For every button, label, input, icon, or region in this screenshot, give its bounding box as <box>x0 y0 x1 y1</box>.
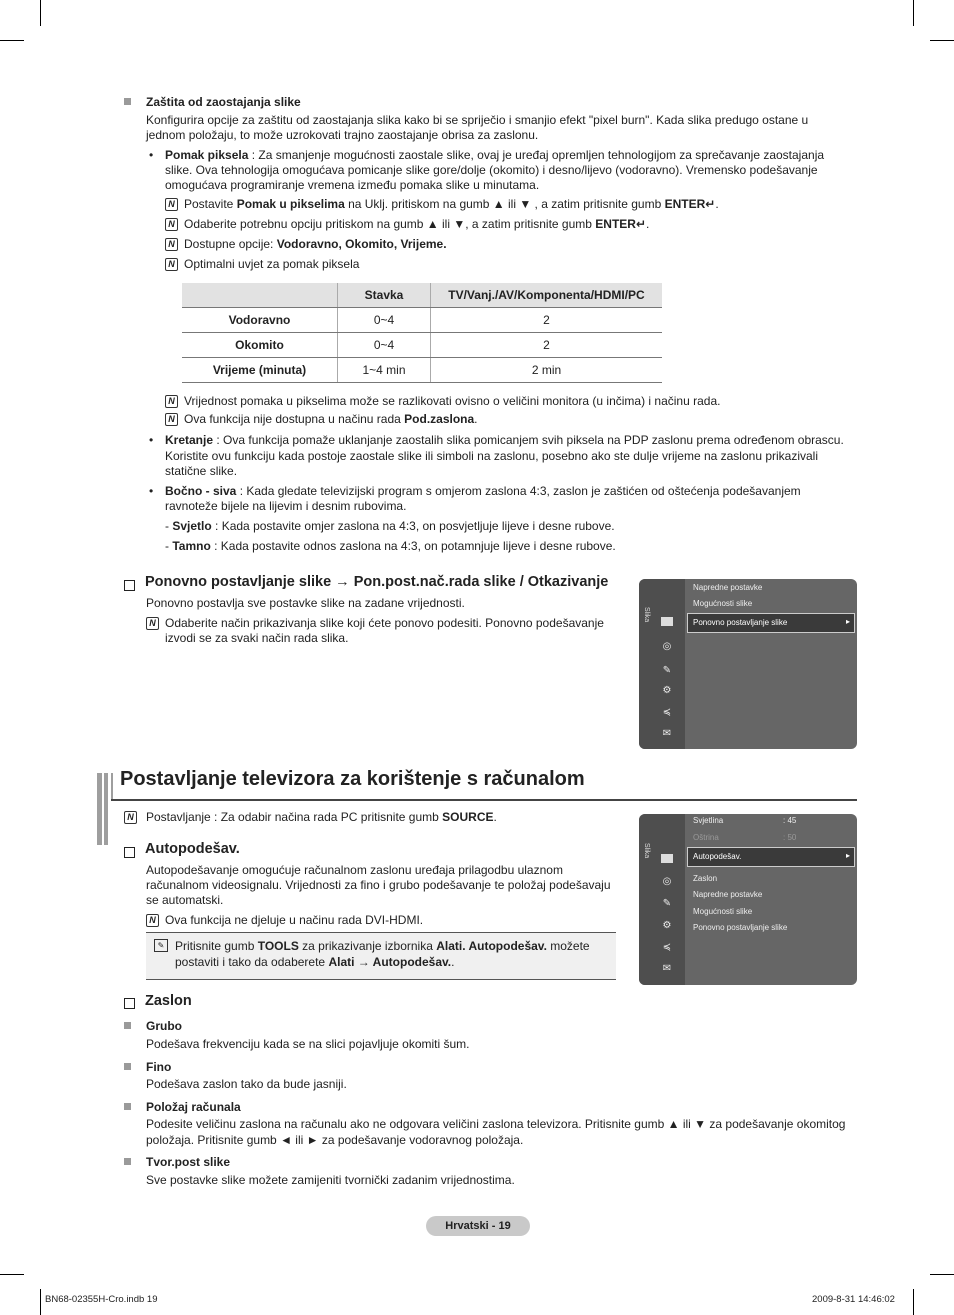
osd-item-value: : 45 <box>783 816 797 825</box>
crop-mark <box>40 1289 41 1315</box>
channel-icon: ✎ <box>662 665 672 676</box>
zaslon-item-heading: Položaj računala <box>146 1100 241 1114</box>
bocno-para: Bočno - siva : Kada gledate televizijski program s omjerom zaslona 4:3, zaslon je zaštićen od oštećenja podešavanjem <box>165 484 801 498</box>
enter-icon: ↵ <box>705 197 716 211</box>
zaslon-item-text: Sve postavke slike možete zamijeniti tvornički zadanim vrijednostima. <box>146 1173 515 1187</box>
section-title: Postavljanje televizora za korištenje s računalom <box>120 768 585 790</box>
tools-tip-text: Pritisnite gumb TOOLS za prikazivanje izbornika Alati. Autopodešav. možete <box>175 939 590 953</box>
kretanje-para: statične slike. <box>165 464 238 478</box>
note-icon: N <box>165 238 178 251</box>
pomak-note: Vrijednost pomaka u pikselima može se razlikovati ovisno o veličini monitora (u inčima) i načinu rada. <box>184 394 721 408</box>
bullet-square-icon <box>124 1158 131 1165</box>
pomak-para: omogućava programiranje vremena između pomaka slike u minutama. <box>165 178 540 192</box>
bullet-square-icon <box>124 1103 131 1110</box>
auto-note: Ova funkcija ne djeluje u načinu rada DVI-HDMI. <box>165 913 424 927</box>
note-icon: N <box>165 395 178 408</box>
zaslon-item-heading: Grubo <box>146 1019 182 1033</box>
osd-item[interactable]: Ponovno postavljanje slike <box>693 923 788 932</box>
sound-icon: ◎ <box>662 641 672 652</box>
pomak-note: Dostupne opcije: Vodoravno, Okomito, Vrijeme. <box>184 237 447 251</box>
note-icon: N <box>165 258 178 271</box>
section-rule <box>111 799 857 801</box>
zaslon-item-heading: Tvor.post slike <box>146 1155 231 1169</box>
reset-note: Odaberite način prikazivanja slike koji ćete ponovo podesiti. Ponovno podešavanje <box>165 616 604 630</box>
table-header: Stavka <box>338 283 431 308</box>
heading-square-icon <box>124 847 135 858</box>
auto-text: računalnom videosignalu. Vrijednosti za fino i grubo podešavanje te položaj podešavaju <box>146 878 611 892</box>
table-cell: 0~4 <box>338 333 431 358</box>
input-icon: ≼ <box>662 707 672 718</box>
bocno-sub: - Tamno : Kada postavite odnos zaslona na 4:3, on potamnjuje lijeve i desne rubove. <box>165 539 616 553</box>
bullet-dot: • <box>149 484 154 498</box>
osd-item[interactable]: Napredne postavke <box>693 583 763 592</box>
picture-icon <box>661 617 673 626</box>
support-icon: ✉ <box>662 963 672 974</box>
footer-date: 2009-8-31 14:46:02 <box>812 1294 895 1305</box>
input-icon: ≼ <box>662 942 672 953</box>
kretanje-para: Koristite ovu funkciju kada postoje zaostale slike ili simboli na zaslonu, posebno ako ste dulje vrijeme na zaslonu prikazivali <box>165 449 819 463</box>
kretanje-para: Kretanje : Ova funkcija pomaže uklanjanje zaostalih slika pomicanjem svih piksela na PDP zaslonu prema određenom obrascu. <box>165 433 844 447</box>
pixel-shift-table <box>182 283 662 383</box>
note-icon: N <box>146 617 159 630</box>
zaslon-item-heading: Fino <box>146 1060 172 1074</box>
table-cell: 2 <box>431 308 663 333</box>
auto-title: Autopodešav. <box>145 841 240 857</box>
osd-item[interactable]: Mogućnosti slike <box>693 907 753 916</box>
osd-side-label: Slika <box>643 607 650 623</box>
tools-icon: ✎ <box>154 939 168 952</box>
note-icon: N <box>165 413 178 426</box>
zaslon-item-text: Podešava zaslon tako da bude jasniji. <box>146 1077 347 1091</box>
crop-mark <box>913 0 914 26</box>
crop-mark <box>40 0 41 26</box>
heading-square-icon <box>124 998 135 1009</box>
enter-icon: ↵ <box>635 217 647 231</box>
section-note: Postavljanje : Za odabir načina rada PC pritisnite gumb SOURCE. <box>146 810 497 824</box>
table-header: TV/Vanj./AV/Komponenta/HDMI/PC <box>431 283 663 308</box>
crop-mark <box>0 40 24 41</box>
osd-item[interactable]: Svjetlina <box>693 816 724 825</box>
bullet-square-icon <box>124 1063 131 1070</box>
pomak-note: Odaberite potrebnu opciju pritiskom na gumb ▲ ili ▼, a zatim pritisnite gumb ENTER↵. <box>184 217 650 231</box>
osd-side-label: Slika <box>643 843 650 859</box>
reset-text: Ponovno postavlja sve postavke slike na zadane vrijednosti. <box>146 596 465 610</box>
bullet-square-icon <box>124 1022 131 1029</box>
pomak-note: Optimalni uvjet za pomak piksela <box>184 257 360 271</box>
note-icon: N <box>165 218 178 231</box>
osd-item[interactable]: Zaslon <box>693 874 718 883</box>
bullet-dot: • <box>149 148 154 162</box>
section-bar <box>104 773 108 845</box>
zaslon-item-text: Podešava frekvenciju kada se na slici pojavljuje okomiti šum. <box>146 1037 470 1051</box>
note-icon: N <box>124 811 137 824</box>
tools-tip-text: postaviti i tako da odaberete Alati → Autopodešav.. <box>175 955 455 969</box>
auto-text: se automatski. <box>146 893 224 907</box>
osd-item[interactable]: Napredne postavke <box>693 890 763 899</box>
osd-item[interactable]: Oštrina <box>693 833 719 842</box>
table-cell: Vrijeme (minuta) <box>182 358 338 383</box>
note-icon: N <box>165 198 178 211</box>
zaslon-title: Zaslon <box>145 993 192 1009</box>
bullet-dot: • <box>149 433 154 447</box>
pomak-note: Postavite Pomak u pikselima na Uklj. pritiskom na gumb ▲ ili ▼ , a zatim pritisnite gumb ENTER↵. <box>184 197 719 211</box>
tools-tip-box <box>146 932 616 980</box>
heading-square-icon <box>124 580 135 591</box>
osd-menu-autoadjust <box>639 814 857 985</box>
crop-mark <box>930 1274 954 1275</box>
table-cell: Vodoravno <box>182 308 338 333</box>
channel-icon: ✎ <box>662 898 672 909</box>
bullet-square-icon <box>124 98 131 105</box>
osd-menu-picture-reset <box>639 579 857 749</box>
crop-mark <box>913 1289 914 1315</box>
table-header <box>182 283 338 308</box>
crop-mark <box>0 1274 24 1275</box>
bocno-sub: - Svjetlo : Kada postavite omjer zaslona na 4:3, on posvjetljuje lijeve i desne rubove. <box>165 519 615 533</box>
table-header-row <box>182 283 662 308</box>
zaslon-item-text: položaja. Pritisnite gumb ◄ ili ► za podešavanje vodoravnog položaja. <box>146 1133 524 1147</box>
table-cell: 0~4 <box>338 308 431 333</box>
picture-icon <box>661 854 673 863</box>
note-icon: N <box>146 914 159 927</box>
reset-title: Ponovno postavljanje slike → Pon.post.nač.rada slike / Otkazivanje <box>145 574 609 590</box>
footer-file: BN68-02355H-Cro.indb 19 <box>45 1294 158 1305</box>
support-icon: ✉ <box>662 728 672 739</box>
pomak-para: slike. Ova tehnologija omogućava pomicanje slike gore/dolje (okomito) i desno/lijevo (vodoravno). Vremensko podešavanje <box>165 163 818 177</box>
sound-icon: ◎ <box>662 876 672 887</box>
section-bar <box>111 773 113 801</box>
reset-note: izvodi se za svaki način rada slika. <box>165 631 349 645</box>
table-row <box>182 308 662 333</box>
pomak-note: Ova funkcija nije dostupna u načinu rada Pod.zaslona. <box>184 412 478 426</box>
auto-text: Autopodešavanje omogućuje računalnom zaslonu uređaja prilagodbu ulaznom <box>146 863 563 877</box>
page-number-badge: Hrvatski - 19 <box>426 1216 530 1236</box>
setup-icon: ⚙ <box>662 920 672 931</box>
table-row <box>182 358 662 383</box>
osd-selected-item[interactable]: Ponovno postavljanje slike ▸ <box>687 613 855 633</box>
table-cell: Okomito <box>182 333 338 358</box>
intro-text: jednom položaju, to može uzrokovati trajno zaostajanje obrisa za zaslonu. <box>146 128 539 142</box>
table-row <box>182 333 662 358</box>
osd-selected-item[interactable]: Autopodešav. ▸ <box>687 847 855 867</box>
table-cell: 1~4 min <box>338 358 431 383</box>
crop-mark <box>930 40 954 41</box>
bocno-para: ravnoteže bijele na lijevim i desnim rubovima. <box>165 499 407 513</box>
intro-heading: Zaštita od zaostajanja slike <box>146 95 301 109</box>
setup-icon: ⚙ <box>662 685 672 696</box>
osd-item-value: : 50 <box>783 833 797 842</box>
pomak-para: Pomak piksela : Za smanjenje mogućnosti zaostale slike, ovaj je uređaj opremljen tehnologijom za sprečavanje zaostajanja <box>165 148 825 162</box>
table-cell: 2 <box>431 333 663 358</box>
osd-item[interactable]: Mogućnosti slike <box>693 599 753 608</box>
osd-sidebar <box>639 579 685 749</box>
zaslon-item-text: Podesite veličinu zaslona na računalu ako ne odgovara veličini zaslona televizora. Pritisnite gumb ▲ ili ▼ za podešavanje okomitog <box>146 1117 846 1131</box>
intro-text: Konfigurira opcije za zaštitu od zaostajanja slika kako bi se spriječio i smanjio efekt "pixel burn". Kada slika predugo ostane u <box>146 113 809 127</box>
section-bar <box>97 773 102 845</box>
table-cell: 2 min <box>431 358 663 383</box>
